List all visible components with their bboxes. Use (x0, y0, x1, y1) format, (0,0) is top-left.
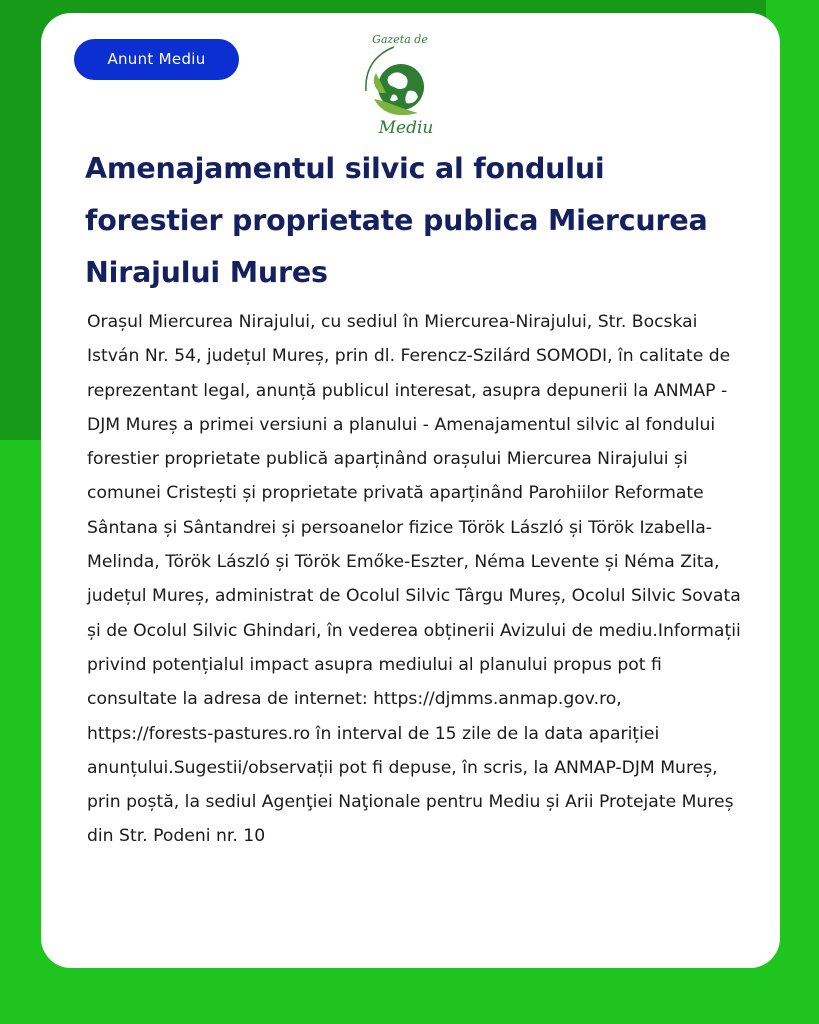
article-body: Orașul Miercurea Nirajului, cu sediul în Miercurea-Nirajului, Str. Bocskai István Nr. 54, județul Mureș, prin dl. Ferencz-Szilárd SOMODI, în calitate de reprezentant legal, anunță publicul interesat, asupra depunerii la ANMAP - DJM Mureș a primei versiuni a planului - Amenajamentul silvic al fondului forestier proprietate publică aparținând orașului Miercurea Nirajului și comunei Cristești și proprietate privată aparținând Parohiilor Reformate Sântana și Sântandrei și persoanelor fizice Török László și Török Izabella-Melinda, Török László și Török Emőke-Eszter, Néma Levente și Néma Zita, județul Mureș, administrat de Ocolul Silvic Târgu Mureș, Ocolul Silvic Sovata și de Ocolul Silvic Ghindari, în vederea obținerii Avizului de mediu.Informații privind potențialul impact asupra mediului al planului propus pot fi consultate la adresa de internet: https://djmms.anmap.gov.ro, https://forests-pastures.ro în interval de 15 zile de la data apariției anunțului.Sugestii/observații pot fi depuse, în scris, la ANMAP-DJM Mureș, prin poștă, la sediul Agenţiei Naţionale pentru Mediu și Arii Protejate Mureș din Str. Podeni nr. 10 (87, 312, 741, 847)
article-title: Amenajamentul silvic al fondului forestier proprietate publica Miercurea Nirajului Mures (85, 152, 708, 289)
announcement-card (41, 13, 780, 968)
gazeta-de-mediu-logo (356, 29, 446, 137)
svg-text:Mediu: Mediu (378, 118, 434, 137)
category-badge[interactable]: Anunt Mediu (74, 39, 239, 80)
svg-text:Gazeta de: Gazeta de (372, 33, 428, 46)
